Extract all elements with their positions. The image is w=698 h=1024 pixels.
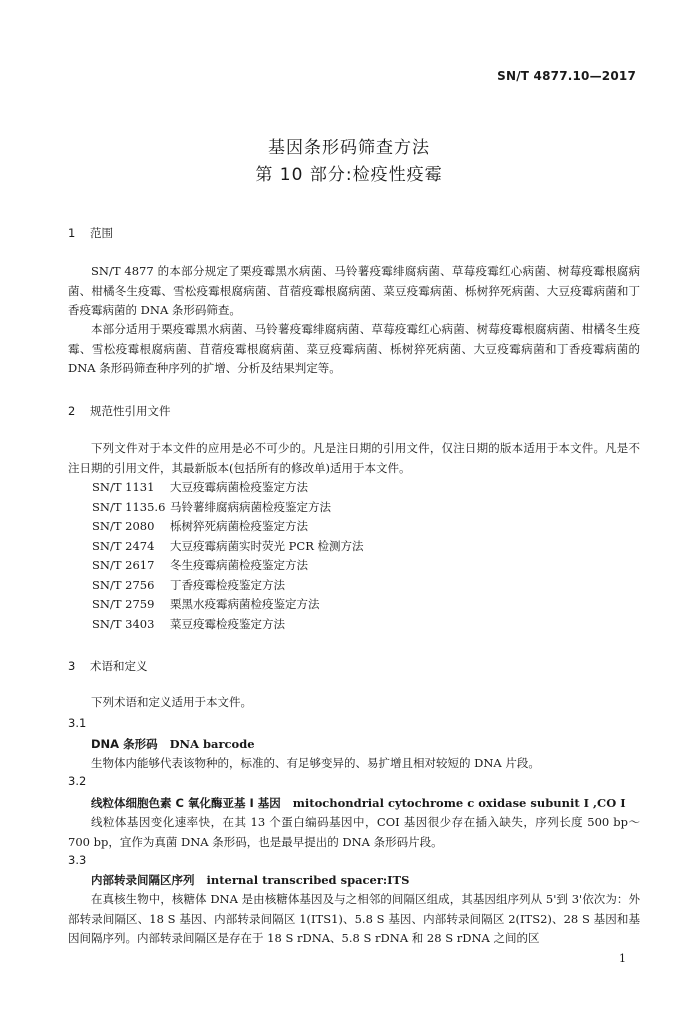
- clause-number: 3.3: [68, 853, 87, 867]
- section-number: 3: [68, 659, 76, 673]
- reference-item: [92, 498, 331, 517]
- reference-code: SN/T 3403: [92, 617, 155, 631]
- section-title: 规范性引用文件: [90, 404, 171, 418]
- scope-paragraph-2: 本部分适用于栗疫霉黑水病菌、马铃薯疫霉绯腐病菌、草莓疫霉红心病菌、树莓疫霉根腐病菌、柑橘冬生疫霉、雪松疫霉根腐病菌、苜蓿疫霉根腐病菌、菜豆疫霉病菌、栎树猝死病菌、大豆疫霉病菌和丁香疫霉病菌的 DNA 条形码筛查种序列的扩增、分析及结果判定等。: [68, 322, 640, 375]
- term-heading: [91, 736, 255, 752]
- reference-title: 马铃薯绯腐病病菌检疫鉴定方法: [170, 500, 331, 514]
- reference-item: [92, 478, 308, 497]
- reference-item: [92, 537, 364, 556]
- term-zh: 线粒体细胞色素 C 氧化酶亚基 Ⅰ 基因: [91, 796, 281, 810]
- clause-number: 3.1: [68, 716, 87, 730]
- term-en: mitochondrial cytochrome c oxidase subunit Ⅰ ,CO Ⅰ: [292, 796, 626, 810]
- term-heading: [91, 795, 626, 811]
- reference-item: [92, 576, 285, 595]
- reference-item: [92, 517, 308, 536]
- reference-code: SN/T 2756: [92, 578, 155, 592]
- section-heading-scope: [68, 225, 113, 241]
- standard-number: SN/T 4877.10—2017: [497, 69, 636, 83]
- reference-code: SN/T 2759: [92, 597, 155, 611]
- section-heading-normative-references: [68, 403, 171, 419]
- reference-title: 丁香疫霉检疫鉴定方法: [170, 578, 285, 592]
- section-number: 2: [68, 404, 76, 418]
- document-title: 基因条形码筛查方法: [268, 138, 430, 158]
- reference-title: 大豆疫霉病菌实时荧光 PCR 检测方法: [170, 539, 364, 553]
- reference-title: 栗黑水疫霉病菌检疫鉴定方法: [170, 597, 320, 611]
- reference-title: 栎树猝死病菌检疫鉴定方法: [170, 519, 308, 533]
- reference-item: [92, 595, 320, 614]
- term-definition: 在真核生物中，核糖体 DNA 是由核糖体基因及与之相邻的间隔区组成，其基因组序列从 5'到 3'依次为：外部转录间隔区、18 S 基因、内部转录间隔区 1(ITS1)、5.8 S 基因、内部转录间隔区 2(ITS2)、28 S 基因和基因间隔序列。内部转录间隔区是存在于 18 S rDNA、5.8 S rDNA 和 28 S rDNA 之间的区: [68, 892, 640, 945]
- reference-item: [92, 556, 308, 575]
- term-heading: [91, 872, 409, 888]
- term-en: internal transcribed spacer:ITS: [206, 873, 410, 887]
- reference-code: SN/T 2080: [92, 519, 155, 533]
- term-zh: 内部转录间隔区序列: [91, 873, 195, 887]
- section-title: 范围: [90, 226, 113, 240]
- reference-code: SN/T 1131: [92, 480, 155, 494]
- document-subtitle: 第 10 部分:检疫性疫霉: [255, 165, 443, 185]
- reference-title: 冬生疫霉病菌检疫鉴定方法: [170, 558, 308, 572]
- references-paragraph: 下列文件对于本文件的应用是必不可少的。凡是注日期的引用文件，仅注日期的版本适用于本文件。凡是不注日期的引用文件，其最新版本(包括所有的修改单)适用于本文件。: [68, 441, 640, 475]
- term-en: DNA barcode: [169, 737, 255, 751]
- section-heading-terms: [68, 658, 148, 674]
- scope-paragraph-1: SN/T 4877 的本部分规定了栗疫霉黑水病菌、马铃薯疫霉绯腐病菌、草莓疫霉红心病菌、树莓疫霉根腐病菌、柑橘冬生疫霉、雪松疫霉根腐病菌、苜蓿疫霉根腐病菌、菜豆疫霉病菌、栎树猝死病菌、大豆疫霉病菌和丁香疫霉病菌的 DNA 条形码筛查。: [68, 264, 640, 317]
- reference-item: [92, 615, 285, 634]
- term-definition: 线粒体基因变化速率快，在其 13 个蛋白编码基因中，COI 基因很少存在插入缺失，序列长度 500 bp～700 bp，宜作为真菌 DNA 条形码，也是最早提出的 DNA 条形码片段。: [68, 815, 640, 849]
- term-zh: DNA 条形码: [91, 737, 158, 751]
- section-title: 术语和定义: [90, 659, 148, 673]
- terms-intro-paragraph: 下列术语和定义适用于本文件。: [91, 695, 252, 709]
- reference-code: SN/T 2474: [92, 539, 155, 553]
- reference-code: SN/T 1135.6: [92, 500, 166, 514]
- page-number: 1: [619, 952, 626, 965]
- reference-code: SN/T 2617: [92, 558, 155, 572]
- reference-title: 菜豆疫霉检疫鉴定方法: [170, 617, 285, 631]
- clause-number: 3.2: [68, 774, 87, 788]
- reference-title: 大豆疫霉病菌检疫鉴定方法: [170, 480, 308, 494]
- term-definition: 生物体内能够代表该物种的，标准的、有足够变异的、易扩增且相对较短的 DNA 片段。: [91, 756, 540, 770]
- section-number: 1: [68, 226, 76, 240]
